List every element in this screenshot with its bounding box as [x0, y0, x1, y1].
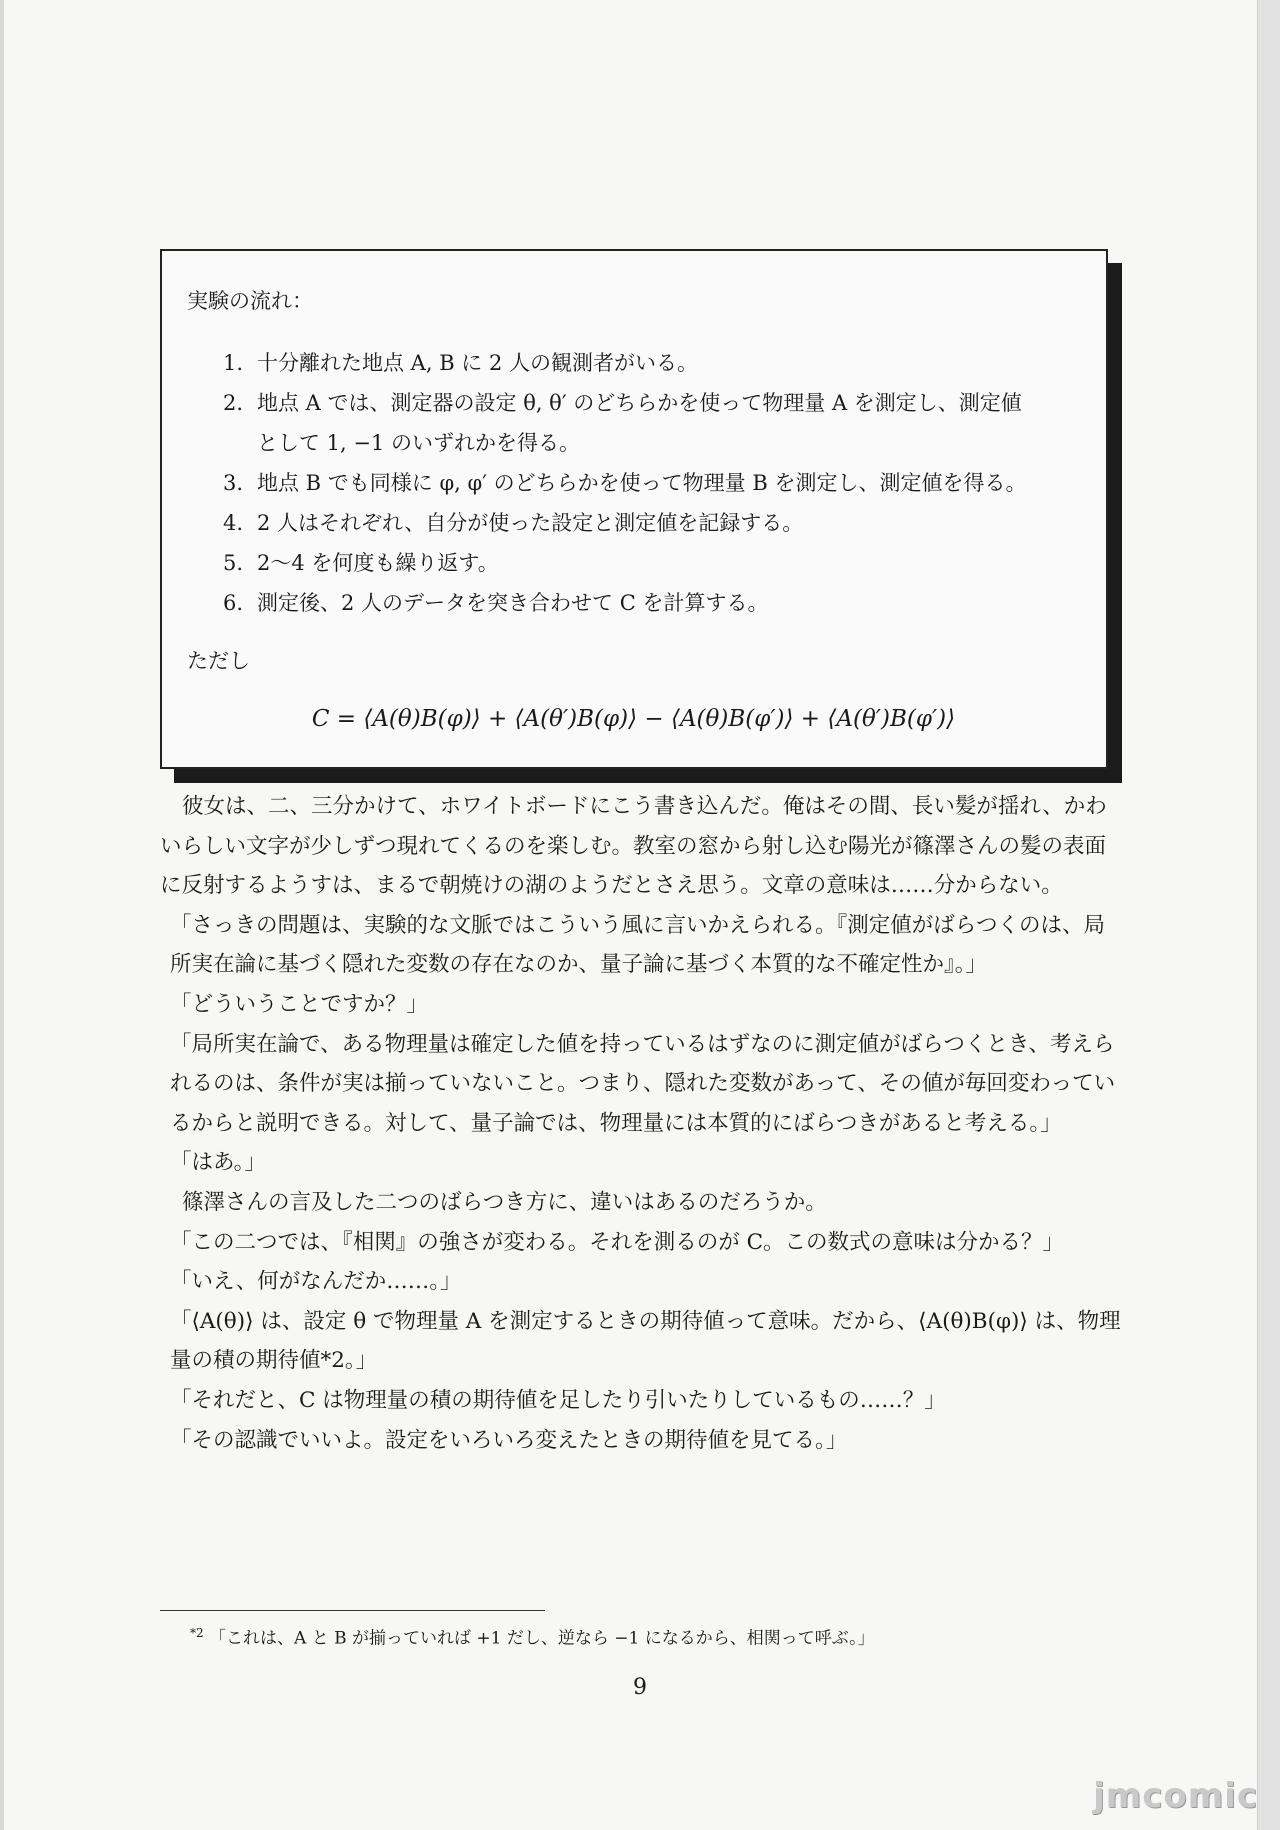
- dialogue-line: 「どういうことですか？」: [170, 991, 429, 1017]
- dialogue-line: 「いえ、何がなんだか……。」: [170, 1269, 462, 1295]
- box-note: ただし: [187, 649, 250, 673]
- dialogue-line: 「はあ。」: [170, 1150, 266, 1176]
- footnote: [190, 1621, 1090, 1651]
- step-number: 5.: [223, 551, 244, 575]
- box-heading: 実験の流れ：: [187, 289, 313, 313]
- dialogue-line: 「その認識でいいよ。設定をいろいろ変えたときの期待値を見てる。」: [170, 1427, 848, 1453]
- dialogue-line: 「局所実在論で、ある物理量は確定した値を持っているはずなのに測定値がばらつくとき、考えられるのは、条件が実は揃っていないこと。つまり、隠れた変数があって、その値が毎回変わっているからと説明できる。対して、量子論では、物理量には本質的にばらつきがあると考える。」: [170, 1031, 1116, 1136]
- dialogue-line: 「⟨A(θ)⟩ は、設定 θ で物理量 A を測定するときの期待値って意味。だから、⟨A(θ)B(φ)⟩ は、物理量の積の期待値*2。」: [170, 1308, 1121, 1374]
- page-right-edge: [1257, 0, 1280, 1830]
- dialogue-line: 「この二つでは、『相関』の強さが変わる。それを測るのが C。この数式の意味は分かる？」: [170, 1229, 1065, 1255]
- step-number: 3.: [223, 471, 244, 495]
- footnote-divider: [160, 1610, 545, 1611]
- footnote-mark: *2: [190, 1626, 204, 1640]
- step-number: 1.: [223, 351, 244, 375]
- step-item: [187, 503, 1080, 543]
- step-item: [187, 583, 1080, 623]
- step-number: 4.: [223, 511, 244, 535]
- step-item: [187, 343, 1080, 383]
- dialogue-line: 「それだと、C は物理量の積の期待値を足したり引いたりしているもの……？」: [170, 1387, 946, 1413]
- step-text: 十分離れた地点 A, B に 2 人の観測者がいる。: [257, 351, 699, 375]
- step-item: [187, 543, 1080, 583]
- step-text: として 1, −1 のいずれかを得る。: [257, 431, 581, 455]
- paragraph: 篠澤さんの言及した二つのばらつき方に、違いはあるのだろうか。: [182, 1189, 827, 1215]
- dialogue-line: 「さっきの問題は、実験的な文脈ではこういう風に言いかえられる。『測定値がばらつくのは、局所実在論に基づく隠れた変数の存在なのか、量子論に基づく本質的な不確定性か』。」: [170, 912, 1106, 978]
- watermark-logo: jmcomic: [1093, 1776, 1258, 1816]
- paragraph: 彼女は、二、三分かけて、ホワイトボードにこう書き込んだ。俺はその間、長い髪が揺れ、かわいらしい文字が少しずつ現れてくるのを楽しむ。教室の窓から射し込む陽光が篠澤さんの髪の表面に反射するようすは、まるで朝焼けの湖のようだとさえ思う。文章の意味は……分からない。: [160, 794, 1107, 899]
- step-text: 2〜4 を何度も繰り返す。: [257, 551, 499, 575]
- step-number: 2.: [223, 391, 244, 415]
- experiment-steps: [187, 343, 1080, 623]
- step-text: 地点 B でも同様に φ, φ′ のどちらかを使って物理量 B を測定し、測定値を得る。: [257, 471, 1027, 495]
- step-text: 2 人はそれぞれ、自分が使った設定と測定値を記録する。: [257, 511, 804, 535]
- step-item-continuation: [187, 423, 1080, 463]
- body-text: [160, 787, 1122, 1460]
- chsh-formula: C = ⟨A(θ)B(φ)⟩ + ⟨A(θ′)B(φ)⟩ − ⟨A(θ)B(φ′)⟩ + ⟨A(θ′)B(φ′)⟩: [311, 706, 956, 732]
- step-number: 6.: [223, 591, 244, 615]
- experiment-box: [160, 249, 1108, 769]
- page-left-edge: [0, 0, 4, 1830]
- step-item: [187, 383, 1080, 423]
- footnote-text: 「これは、A と B が揃っていれば +1 だし、逆なら −1 になるから、相関って呼ぶ。」: [209, 1628, 875, 1649]
- step-item: [187, 463, 1080, 503]
- page-number: 9: [633, 1675, 647, 1700]
- step-text: 地点 A では、測定器の設定 θ, θ′ のどちらかを使って物理量 A を測定し、測定値: [257, 391, 1022, 415]
- step-text: 測定後、2 人のデータを突き合わせて C を計算する。: [257, 591, 769, 615]
